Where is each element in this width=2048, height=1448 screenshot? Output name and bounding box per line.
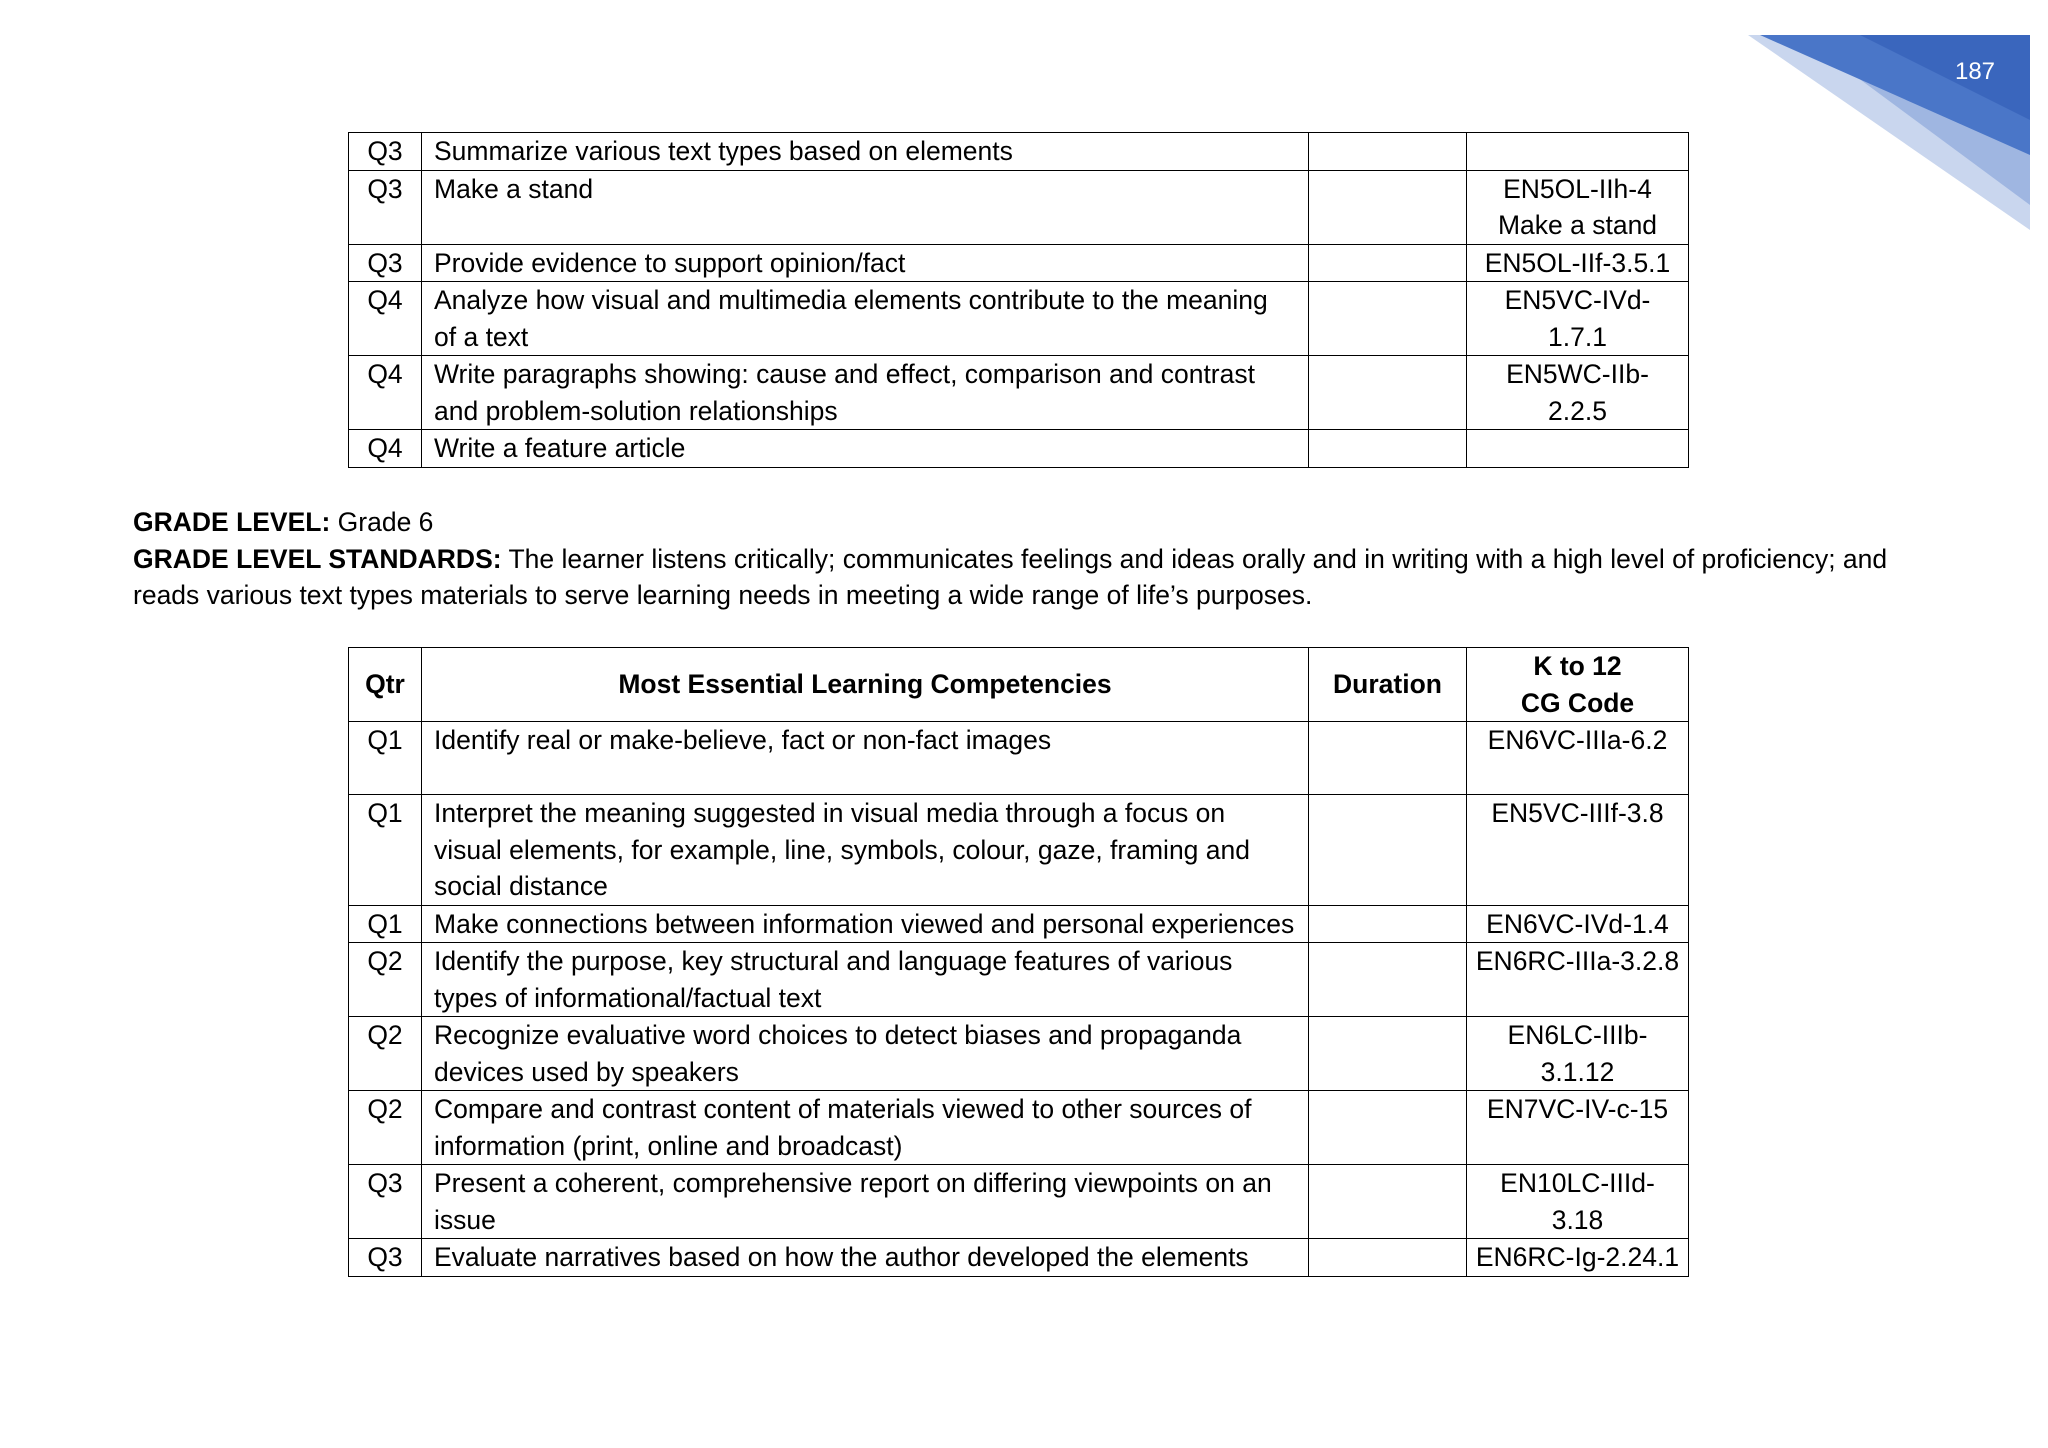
cg-code-cell: EN5VC-IIIf-3.8 <box>1467 795 1689 906</box>
duration-cell <box>1309 1239 1467 1277</box>
duration-cell <box>1309 244 1467 282</box>
quarter-cell: Q3 <box>349 133 422 171</box>
table-row <box>349 1091 1689 1165</box>
grade-level-section <box>133 504 1933 614</box>
duration-cell <box>1309 282 1467 356</box>
grade-level-standards-line <box>133 541 1933 614</box>
cg-code-cell: EN5WC-IIb- 2.2.5 <box>1467 356 1689 430</box>
quarter-cell: Q1 <box>349 905 422 943</box>
quarter-cell: Q2 <box>349 1017 422 1091</box>
header-duration: Duration <box>1309 648 1467 722</box>
table-row <box>349 170 1689 244</box>
quarter-cell: Q3 <box>349 244 422 282</box>
cg-code-cell <box>1467 133 1689 171</box>
duration-cell <box>1309 170 1467 244</box>
competency-cell: Write a feature article <box>422 430 1309 468</box>
competency-cell: Analyze how visual and multimedia elements contribute to the meaning of a text <box>422 282 1309 356</box>
table-header-row <box>349 648 1689 722</box>
competency-table-grade5-continued <box>348 132 1689 468</box>
table-row <box>349 722 1689 795</box>
competency-cell: Provide evidence to support opinion/fact <box>422 244 1309 282</box>
table-row <box>349 905 1689 943</box>
header-qtr: Qtr <box>349 648 422 722</box>
table-row <box>349 1017 1689 1091</box>
quarter-cell: Q1 <box>349 722 422 795</box>
duration-cell <box>1309 133 1467 171</box>
cg-code-cell: EN5VC-IVd- 1.7.1 <box>1467 282 1689 356</box>
quarter-cell: Q3 <box>349 1165 422 1239</box>
competency-table-grade6 <box>348 647 1689 1277</box>
quarter-cell: Q4 <box>349 356 422 430</box>
cg-code-cell: EN6RC-Ig-2.24.1 <box>1467 1239 1689 1277</box>
grade-level-label: GRADE LEVEL: <box>133 507 331 537</box>
quarter-cell: Q3 <box>349 170 422 244</box>
competency-cell: Write paragraphs showing: cause and effect, comparison and contrast and problem-solution relationships <box>422 356 1309 430</box>
table-row <box>349 282 1689 356</box>
competency-cell: Make connections between information viewed and personal experiences <box>422 905 1309 943</box>
quarter-cell: Q4 <box>349 282 422 356</box>
grade-level-standards-text: The learner listens critically; communicates feelings and ideas orally and in writing with a high level of proficiency; and reads various text types materials to serve learning needs in meeting a wide range of life’s purposes. <box>133 543 1888 610</box>
cg-code-cell: EN5OL-IIf-3.5.1 <box>1467 244 1689 282</box>
cg-code-cell: EN7VC-IV-c-15 <box>1467 1091 1689 1165</box>
competency-cell: Interpret the meaning suggested in visual media through a focus on visual elements, for example, line, symbols, colour, gaze, framing and social distance <box>422 795 1309 906</box>
table-row <box>349 1165 1689 1239</box>
cg-code-cell: EN5OL-IIh-4 Make a stand <box>1467 170 1689 244</box>
duration-cell <box>1309 795 1467 906</box>
cg-code-cell: EN6LC-IIIb- 3.1.12 <box>1467 1017 1689 1091</box>
duration-cell <box>1309 1165 1467 1239</box>
quarter-cell: Q2 <box>349 943 422 1017</box>
competency-cell: Recognize evaluative word choices to detect biases and propaganda devices used by speakers <box>422 1017 1309 1091</box>
table-row <box>349 943 1689 1017</box>
table-row <box>349 430 1689 468</box>
cg-code-cell: EN10LC-IIId- 3.18 <box>1467 1165 1689 1239</box>
quarter-cell: Q3 <box>349 1239 422 1277</box>
header-cg-code: K to 12 CG Code <box>1467 648 1689 722</box>
cg-code-cell: EN6RC-IIIa-3.2.8 <box>1467 943 1689 1017</box>
competency-cell: Evaluate narratives based on how the author developed the elements <box>422 1239 1309 1277</box>
duration-cell <box>1309 430 1467 468</box>
duration-cell <box>1309 943 1467 1017</box>
page-number: 187 <box>1954 58 1996 85</box>
table-row <box>349 1239 1689 1277</box>
cg-code-cell: EN6VC-IIIa-6.2 <box>1467 722 1689 795</box>
competency-cell: Compare and contrast content of materials viewed to other sources of information (print, online and broadcast) <box>422 1091 1309 1165</box>
duration-cell <box>1309 722 1467 795</box>
competency-cell: Summarize various text types based on elements <box>422 133 1309 171</box>
header-competency: Most Essential Learning Competencies <box>422 648 1309 722</box>
table-row <box>349 133 1689 171</box>
competency-cell: Make a stand <box>422 170 1309 244</box>
cg-code-cell: EN6VC-IVd-1.4 <box>1467 905 1689 943</box>
duration-cell <box>1309 1091 1467 1165</box>
competency-cell: Identify real or make-believe, fact or non-fact images <box>422 722 1309 795</box>
grade-level-line <box>133 504 1933 541</box>
duration-cell <box>1309 1017 1467 1091</box>
grade-level-value: Grade 6 <box>337 507 434 537</box>
table-row <box>349 356 1689 430</box>
table-row <box>349 795 1689 906</box>
competency-cell: Present a coherent, comprehensive report on differing viewpoints on an issue <box>422 1165 1309 1239</box>
duration-cell <box>1309 905 1467 943</box>
quarter-cell: Q4 <box>349 430 422 468</box>
table-row <box>349 244 1689 282</box>
competency-cell: Identify the purpose, key structural and language features of various types of informational/factual text <box>422 943 1309 1017</box>
grade-level-standards-label: GRADE LEVEL STANDARDS: <box>133 543 502 574</box>
quarter-cell: Q1 <box>349 795 422 906</box>
duration-cell <box>1309 356 1467 430</box>
cg-code-cell <box>1467 430 1689 468</box>
quarter-cell: Q2 <box>349 1091 422 1165</box>
